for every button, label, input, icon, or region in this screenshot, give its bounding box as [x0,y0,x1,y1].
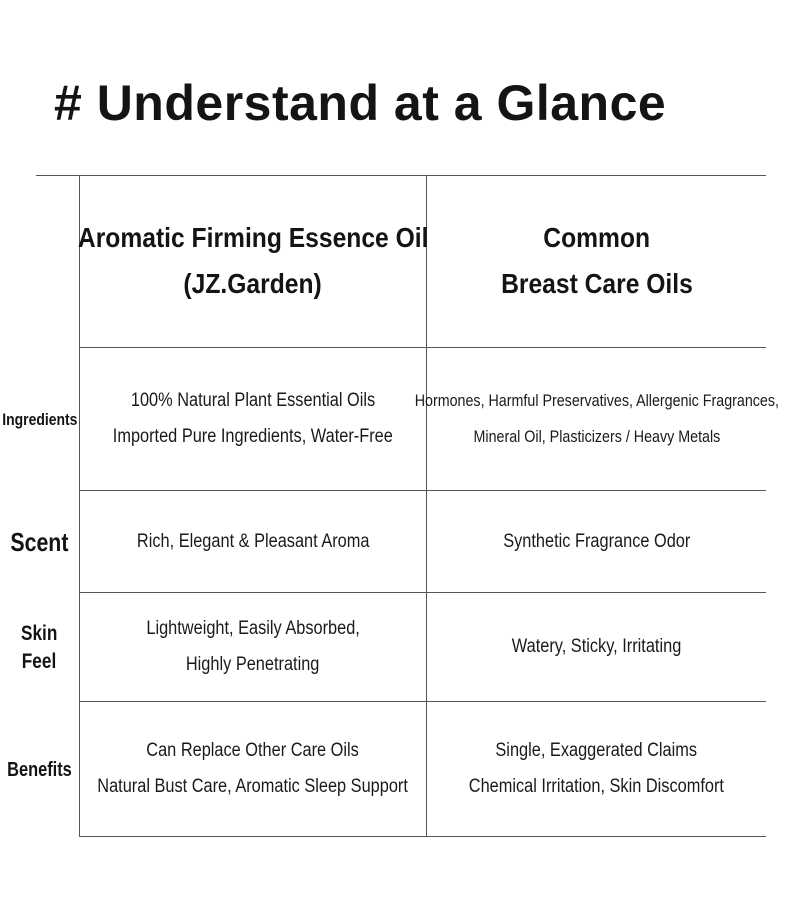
row-label-text: Feel [22,649,57,673]
cell-line: Lightweight, Easily Absorbed, [146,618,360,639]
page-title: # Understand at a Glance [54,75,667,131]
row-label-text: Scent [10,527,69,557]
column-header-line: Breast Care Oils [500,268,693,299]
column-header-common-oils [427,175,766,348]
ingredients-common-oils-cell [414,348,779,491]
ingredients-jz-garden-cell [79,348,427,491]
row-label-text: Skin [21,621,58,645]
cell-line: Single, Exaggerated Claims [495,740,698,761]
comparison-table [0,175,800,837]
skin-feel-jz-garden-cell [79,593,427,702]
cell-line: Synthetic Fragrance Odor [502,530,691,552]
cell-line: Rich, Elegant & Pleasant Aroma [136,530,370,552]
column-header-jz-garden [79,175,427,348]
cell-line: Natural Bust Care, Aromatic Sleep Support [97,776,409,797]
scent-jz-garden-cell [79,491,427,593]
scent-common-oils-cell [427,491,766,593]
cell-line: Chemical Irritation, Skin Discomfort [468,776,725,797]
cell-line: Imported Pure Ingredients, Water-Free [112,426,394,447]
cell-line: Hormones, Harmful Preservatives, Allergenic Fragrances, [414,391,779,410]
row-label-scent [0,491,79,593]
cell-line: Mineral Oil, Plasticizers / Heavy Metals [473,427,720,446]
skin-feel-common-oils-cell [427,593,766,702]
benefits-common-oils-cell [427,702,766,837]
row-label-skin-feel [0,593,79,702]
row-label-benefits [0,702,79,837]
row-label-ingredients [0,348,79,491]
row-label-text: Benefits [7,758,72,781]
column-header-line: Common [543,222,650,253]
cell-line: Watery, Sticky, Irritating [511,636,682,657]
row-label-text: Ingredients [1,409,78,429]
column-header-line: Aromatic Firming Essence Oil [77,222,429,253]
cell-line: 100% Natural Plant Essential Oils [130,390,376,411]
cell-line: Highly Penetrating [186,654,320,675]
benefits-jz-garden-cell [79,702,427,837]
column-header-line: (JZ.Garden) [183,268,323,299]
cell-line: Can Replace Other Care Oils [146,740,360,761]
